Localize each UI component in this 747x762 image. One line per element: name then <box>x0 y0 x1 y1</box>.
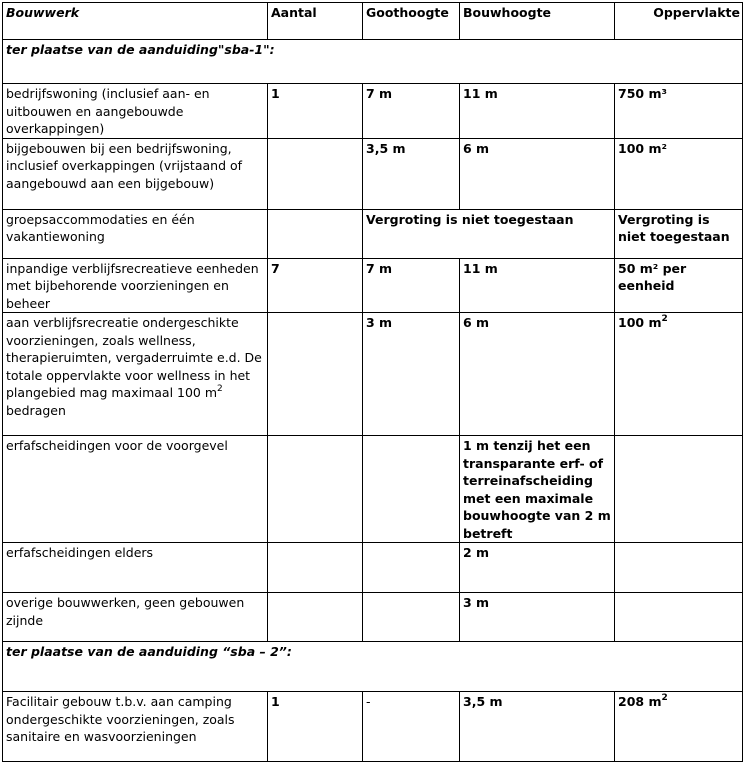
cell-bouwhoogte: 11 m <box>460 84 615 139</box>
cell-oppervlakte <box>615 593 743 642</box>
cell-aantal <box>268 436 363 543</box>
cell-bouwwerk: overige bouwwerken, geen gebouwen zijnde <box>3 593 268 642</box>
cell-oppervlakte <box>615 692 743 762</box>
cell-bouwhoogte: 6 m <box>460 313 615 436</box>
header-bouwwerk: Bouwwerk <box>3 3 268 40</box>
cell-aantal: 1 <box>268 84 363 139</box>
table-row <box>3 436 743 543</box>
header-aantal: Aantal <box>268 3 363 40</box>
cell-bouwwerk: erfafscheidingen elders <box>3 543 268 593</box>
table-row <box>3 209 743 258</box>
table-row <box>3 313 743 436</box>
cell-bouwwerk: Facilitair gebouw t.b.v. aan camping ondergeschikte voorzieningen, zoals sanitaire en wasvoorzieningen <box>3 692 268 762</box>
cell-bouwwerk: inpandige verblijfsrecreatieve eenheden met bijbehorende voorzieningen en beheer <box>3 258 268 313</box>
section-title: ter plaatse van de aanduiding “sba – 2”: <box>3 642 743 692</box>
cell-oppervlakte: 50 m² per eenheid <box>615 258 743 313</box>
cell-oppervlakte <box>615 436 743 543</box>
superscript: 2 <box>661 692 668 703</box>
cell-oppervlakte: Vergroting is niet toegestaan <box>615 209 743 258</box>
header-bouwhoogte: Bouwhoogte <box>460 3 615 40</box>
cell-bouwhoogte: 2 m <box>460 543 615 593</box>
cell-bouwhoogte: 6 m <box>460 138 615 209</box>
cell-bouwhoogte: 3,5 m <box>460 692 615 762</box>
cell-aantal <box>268 313 363 436</box>
header-row <box>3 3 743 40</box>
cell-oppervlakte <box>615 543 743 593</box>
cell-goothoogte: 7 m <box>363 84 460 139</box>
cell-aantal <box>268 543 363 593</box>
table-row <box>3 138 743 209</box>
cell-oppervlakte: 100 m² <box>615 138 743 209</box>
section-row-sba-2 <box>3 642 743 692</box>
cell-aantal: 1 <box>268 692 363 762</box>
section-row-sba-1 <box>3 40 743 84</box>
cell-goothoogte <box>363 593 460 642</box>
section-title: ter plaatse van de aanduiding"sba-1": <box>3 40 743 84</box>
bouwwerken-table <box>2 2 743 762</box>
cell-oppervlakte: 750 m³ <box>615 84 743 139</box>
table-row <box>3 593 743 642</box>
cell-goothoogte: 3,5 m <box>363 138 460 209</box>
cell-goothoogte: - <box>363 692 460 762</box>
cell-goothoogte <box>363 543 460 593</box>
table-row <box>3 543 743 593</box>
cell-bouwhoogte: 11 m <box>460 258 615 313</box>
cell-aantal <box>268 593 363 642</box>
superscript: 2 <box>217 383 223 394</box>
cell-bouwwerk: bedrijfswoning (inclusief aan- en uitbouwen en aangebouwde overkappingen) <box>3 84 268 139</box>
cell-bouwhoogte: 3 m <box>460 593 615 642</box>
cell-oppervlakte-text: 208 m <box>618 694 662 709</box>
header-oppervlakte: Oppervlakte <box>615 3 743 40</box>
cell-goothoogte-bouwhoogte: Vergroting is niet toegestaan <box>363 209 615 258</box>
table-row <box>3 84 743 139</box>
cell-bouwwerk-tail: bedragen <box>6 402 66 418</box>
cell-bouwwerk: groepsaccommodaties en één vakantiewoning <box>3 209 268 258</box>
cell-bouwwerk <box>3 313 268 436</box>
table-row <box>3 258 743 313</box>
cell-bouwwerk-text: aan verblijfsrecreatie ondergeschikte voorzieningen, zoals wellness, therapieruimten, vergaderruimte e.d. De totale oppervlakte voor wellness in het plangebied mag maximaal 100 m <box>6 315 262 400</box>
table-row <box>3 692 743 762</box>
cell-aantal <box>268 209 363 258</box>
cell-oppervlakte-text: 100 m <box>618 315 662 330</box>
cell-oppervlakte <box>615 313 743 436</box>
cell-goothoogte <box>363 436 460 543</box>
cell-bouwhoogte: 1 m tenzij het een transparante erf- of terreinafscheiding met een maximale bouwhoogte van 2 m betreft <box>460 436 615 543</box>
cell-aantal: 7 <box>268 258 363 313</box>
header-goothoogte: Goothoogte <box>363 3 460 40</box>
cell-bouwwerk: erfafscheidingen voor de voorgevel <box>3 436 268 543</box>
cell-bouwwerk: bijgebouwen bij een bedrijfswoning, inclusief overkappingen (vrijstaand of aangebouwd aan een bijgebouw) <box>3 138 268 209</box>
cell-goothoogte: 7 m <box>363 258 460 313</box>
cell-goothoogte: 3 m <box>363 313 460 436</box>
cell-aantal <box>268 138 363 209</box>
superscript: 2 <box>661 313 668 324</box>
